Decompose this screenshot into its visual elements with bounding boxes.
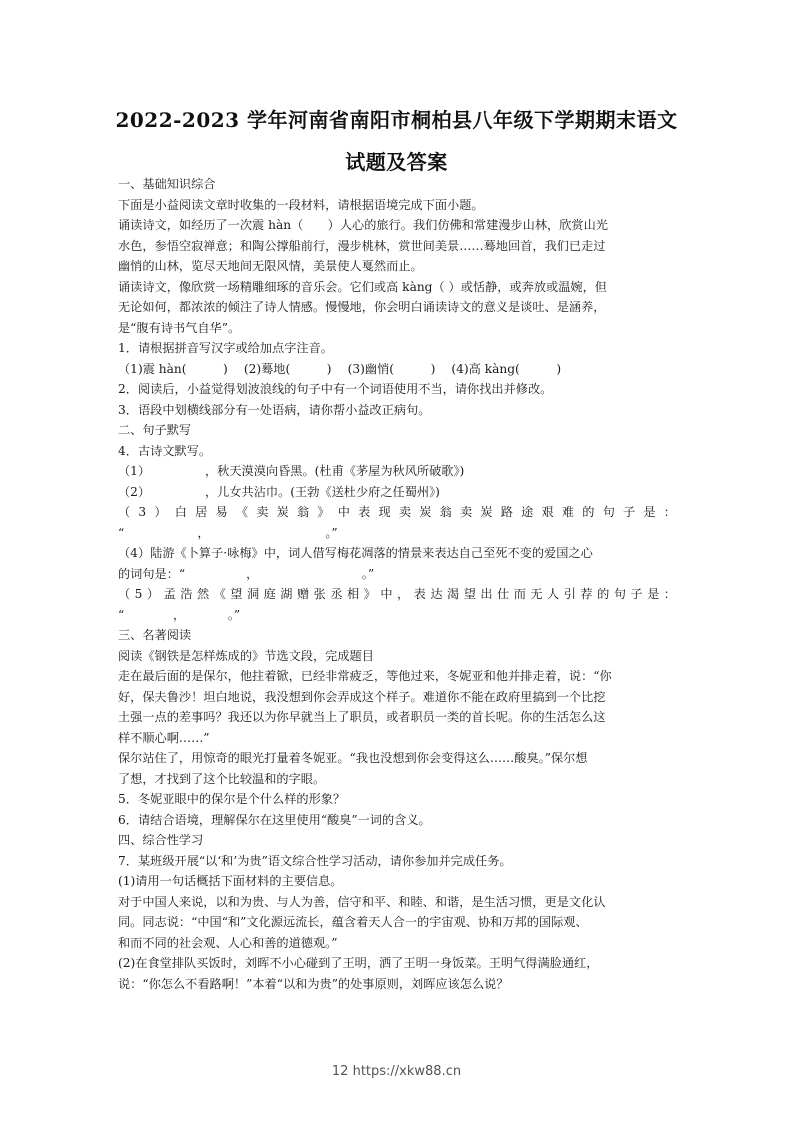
question-4-item-2: （2） ，儿女共沾巾。(王勃《送杜少府之任蜀州》) <box>118 484 440 499</box>
question-7-task-2: (2)在食堂排队买饭时，刘晖不小心碰到了王明，洒了王明一身饭菜。王明气得满脸通红， <box>118 956 599 970</box>
passage-line: 保尔站住了，用惊奇的眼光打量着冬妮亚。“我也没想到你会变得这么……酸臭。”保尔想 <box>118 751 588 765</box>
document-title-line-1: 2022-2023 学年河南省南阳市桐柏县八年级下学期期末语文 <box>115 108 678 132</box>
passage-line: 样不顺心啊……” <box>118 730 210 745</box>
question-4-item-1: （1） ，秋天漠漠向昏黑。(杜甫《茅屋为秋风所破歌》) <box>118 464 465 478</box>
material-line: 同。同志说：“中国“和”文化源远流长，蕴含着天人合一的宇宙观、协和万邦的国际观、 <box>118 915 588 929</box>
passage-line: 了想，才找到了这个比较温和的字眼。 <box>118 771 326 786</box>
question-1: 1．请根据拼音写汉字或给加点字注音。 <box>118 341 333 355</box>
section-heading: 三、名著阅读 <box>118 628 192 642</box>
paragraph-line: 幽悄的山林，览尽天地间无限风情，美景使人戛然而止。 <box>118 259 423 273</box>
reading-instruction: 阅读《钢铁是怎样炼成的》节选文段，完成题目 <box>118 648 374 663</box>
passage-line: 走在最后面的是保尔，他拄着锨，已经非常疲乏，等他过来，冬妮亚和他并排走着，说：“你 <box>118 669 612 683</box>
question-2: 2．阅读后，小益觉得划波浪线的句子中有一个词语使用不当，请你找出并修改。 <box>118 382 553 396</box>
question-5: 5．冬妮亚眼中的保尔是个什么样的形象？ <box>118 792 346 806</box>
passage-line: 土强一点的差事吗？我还以为你早就当上了职员，或者职员一类的首长呢。你的生活怎么这 <box>118 710 606 724</box>
question-7: 7．某班级开展“以‘和’为贵”语文综合性学习活动，请你参加并完成任务。 <box>118 853 512 868</box>
page-footer: 12 https://xkw88.cn <box>331 1064 462 1079</box>
question-7-task-2: 说：“你怎么不看路啊！”本着“以和为贵”的处事原则，刘晖应该怎么说？ <box>118 976 509 991</box>
passage-line: 好，保夫鲁沙！坦白地说，我没想到你会弄成这个样子。难道你不能在政府里搞到一个比挖 <box>118 689 606 704</box>
section-heading: 四、综合性学习 <box>118 833 204 847</box>
document-title-line-2: 试题及答案 <box>345 150 448 174</box>
question-4-item-4: （4）陆游《卜算子·咏梅》中，词人借写梅花凋落的情景来表达自己至死不变的爱国之心 <box>118 546 593 560</box>
paragraph-line: 下面是小益阅读文章时收集的一段材料，请根据语境完成下面小题。 <box>118 197 484 212</box>
paragraph-line: 诵读诗文，如经历了一次震 hàn（ ）人心的旅行。我们仿佛和常建漫步山林，欣赏山光 <box>118 218 608 232</box>
paragraph-line: 是“腹有诗书气自华”。 <box>118 320 241 335</box>
material-line: 对于中国人来说，以和为贵、与人为善，信守和平、和睦、和谐，是生活习惯，更是文化认 <box>118 894 606 909</box>
question-4-item-3-blank: “ ， 。” <box>118 525 338 540</box>
question-7-task-1: (1)请用一句话概括下面材料的主要信息。 <box>118 874 343 888</box>
paragraph-line: 无论如何，都浓浓的倾注了诗人情感。慢慢地，你会明白诵读诗文的意义是谈吐、是涵养， <box>118 300 606 314</box>
question-4-item-5-blank: “ ， 。” <box>118 607 241 622</box>
question-4-item-3: （ 3 ） 白 居 易 《 卖 炭 翁 》 中 表 现 卖 炭 翁 卖 炭 路 途 艰 难 的 句 子 是 ： <box>118 505 676 519</box>
question-4: 4．古诗文默写。 <box>118 443 212 458</box>
section-heading: 二、句子默写 <box>118 423 192 437</box>
question-4-item-4-blank: 的词句是：“ ， 。” <box>118 566 375 581</box>
paragraph-line: 诵读诗文，像欣赏一场精雕细琢的音乐会。它们或高 kàng（ ）或恬静，或奔放或温婉，但 <box>118 279 607 294</box>
section-heading: 一、基础知识综合 <box>118 177 216 191</box>
paragraph-line: 水色，参悟空寂禅意；和陶公撑船前行，漫步桃林，赏世间美景……蓦地回首，我们已走过 <box>118 238 606 253</box>
question-3: 3．语段中划横线部分有一处语病，请你帮小益改正病句。 <box>118 402 431 417</box>
question-4-item-5: （ 5 ） 孟 浩 然 《 望 洞 庭 湖 赠 张 丞 相 》 中 ， 表 达 渴 望 出 仕 而 无 人 引 荐 的 句 子 是 ： <box>118 587 676 601</box>
document-body <box>118 174 676 994</box>
question-6: 6．请结合语境，理解保尔在这里使用“酸臭”一词的含义。 <box>118 812 431 827</box>
question-1-items: （1)震 hàn( ) (2)蓦地( ) (3)幽悄( ) (4)高 kàng( ) <box>118 361 562 376</box>
material-line: 和而不同的社会观、人心和善的道德观。” <box>118 935 338 950</box>
